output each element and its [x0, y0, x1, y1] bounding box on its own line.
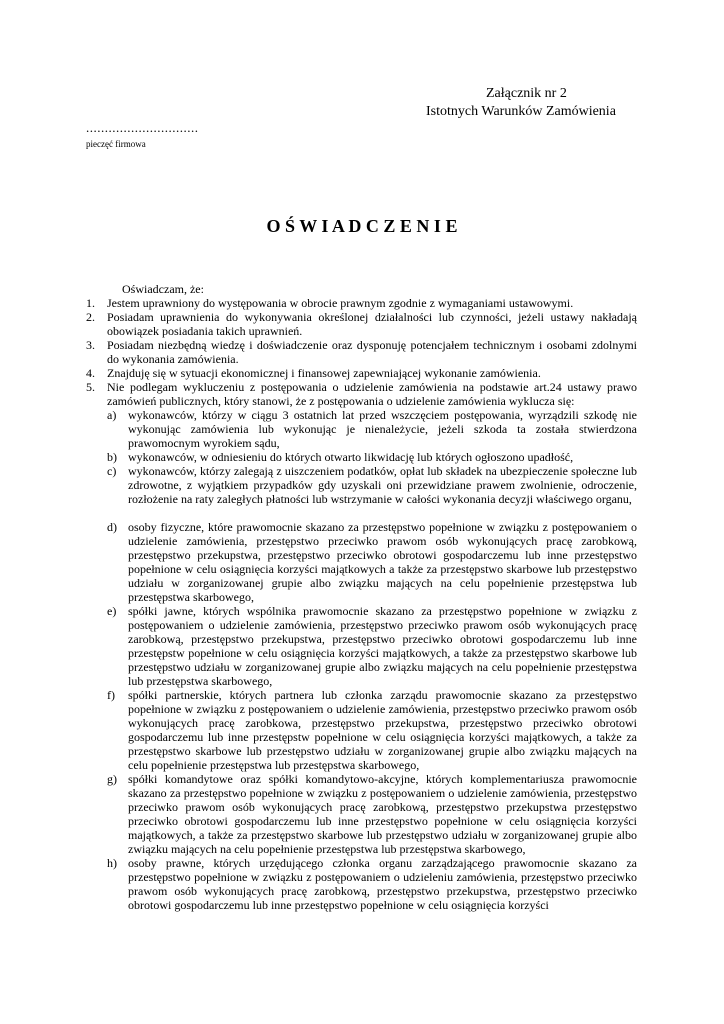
item-text: Posiadam niezbędną wiedzę i doświadczenie oraz dysponuję potencjałem technicznym i osobami zdolnymi do wykonania zamówienia.	[107, 338, 637, 366]
stamp-label: pieczęć firmowa	[86, 139, 146, 149]
sub-item-text: spółki komandytowe oraz spółki komandytowo-akcyjne, których komplementariusza prawomocnie skazano za przestępstwo popełnione w związku z postępowaniem o udzielenie zamówienia, przestępstwo przeciwko prawom osób wykonujących pracę zarobkową, przestępstwo przekupstwa przestępstwo przeciwko obrotowi gospodarczemu lub inne przestępstwo popełnione w celu osiągnięcia korzyści majątkowych, a także za przestępstwo skarbowe lub przestępstwo udziału w zorganizowanej grupie albo związku mających na celu popełnienie przestępstwa lub przestępstwa skarbowego,	[128, 772, 637, 856]
item-number: 3.	[86, 338, 95, 352]
item-text: Jestem uprawniony do występowania w obrocie prawnym zgodnie z wymaganiami ustawowymi.	[107, 296, 574, 310]
sub-item-letter: e)	[107, 604, 117, 618]
intro-text: Oświadczam, że:	[122, 282, 204, 296]
sub-item-text: spółki partnerskie, których partnera lub członka zarządu prawomocnie skazano za przestępstwo popełnione w związku z postępowaniem o udzielenie zamówienia, przestępstwo przeciwko prawom osób wykonujących pracę zarobkowa, przestępstwo przekupstwa, przestępstwo przeciwko obrotowi gospodarczemu lub inne przestępstw popełnione w celu osiągnięcia korzyści majątkowych, a także za przestępstwo skarbowe lub przestępstwo udziału w zorganizowanej grupie albo związku mających na celu popełnienie przestępstwa lub przestępstwa skarbowego,	[128, 688, 637, 772]
item-number: 2.	[86, 310, 95, 324]
attachment-number: Załącznik nr 2	[486, 86, 567, 101]
sub-item-letter: a)	[107, 408, 117, 422]
sub-item-text: wykonawców, w odniesieniu do których otwarto likwidację lub których ogłoszono upadłość,	[128, 450, 574, 464]
item-number: 1.	[86, 296, 95, 310]
sub-item-letter: b)	[107, 450, 117, 464]
sub-item-text: wykonawców, którzy w ciągu 3 ostatnich lat przed wszczęciem postępowania, wyrządzili szkodę nie wykonując zamówienia lub wykonując je nienależycie, jeżeli szkoda ta została stwierdzona prawomocnym wyrokiem sądu,	[128, 408, 637, 450]
sub-item-letter: f)	[107, 688, 115, 702]
item-number: 5.	[86, 380, 95, 394]
item-number: 4.	[86, 366, 95, 380]
sub-item-letter: c)	[107, 464, 117, 478]
sub-item-letter: d)	[107, 520, 117, 534]
item-text: Posiadam uprawnienia do wykonywania określonej działalności lub czynności, jeżeli ustawy nakładają obowiązek posiadania takich uprawnień.	[107, 310, 637, 338]
item-text: Nie podlegam wykluczeniu z postępowania o udzielenie zamówienia na podstawie art.24 ustawy prawo zamówień publicznych, który stanowi, że z postępowania o udzielenie zamówienia wyklucza się:	[107, 380, 637, 408]
sub-item-letter: h)	[107, 856, 117, 870]
sub-item-letter: g)	[107, 772, 117, 786]
sub-item-text: wykonawców, którzy zalegają z uiszczeniem podatków, opłat lub składek na ubezpieczenie społeczne lub zdrowotne, z wyjątkiem przypadków gdy uzyskali oni przewidziane prawem zwolnienie, odroczenie, rozłożenie na raty zaległych płatności lub wstrzymanie w całości wykonania decyzji właściwego organu,	[128, 464, 637, 506]
document-title: O Ś W I A D C Z E N I E	[266, 216, 458, 236]
sub-item-text: spółki jawne, których wspólnika prawomocnie skazano za przestępstwo popełnione w związku z postępowaniem o udzielenie zamówienia, przestępstwo przeciwko prawom osób wykonujących pracę zarobkową, przestępstwo przekupstwa, przestępstwo przeciwko obrotowi gospodarczemu lub inne przestępstw popełnione w celu osiągnięcia korzyści majątkowych, a także za przestępstwo skarbowe lub przestępstwo udziału w zorganizowanej grupie albo związku mających na celu popełnienie przestępstwa lub przestępstwa skarbowego,	[128, 604, 637, 688]
item-text: Znajduję się w sytuacji ekonomicznej i finansowej zapewniającej wykonanie zamówienia.	[107, 366, 541, 380]
attachment-subtitle: Istotnych Warunków Zamówienia	[426, 104, 616, 119]
sub-item-text: osoby prawne, których urzędującego członka organu zarządzającego prawomocnie skazano za przestępstwo popełnione w związku z postępowaniem o udzieleniu zamówienia, przestępstwo przeciwko prawom osób wykonujących pracę zarobkową, przestępstwo przekupstwa, przestępstwo przeciwko obrotowi gospodarczemu lub inne przestępstwo popełnione w celu osiągnięcia korzyści	[128, 856, 637, 912]
sub-item-text: osoby fizyczne, które prawomocnie skazano za przestępstwo popełnione w związku z postępowaniem o udzielenie zamówienia, przestępstwo przeciwko prawom osób wykonujących pracę zarobkową, przestępstwo przekupstwa, przestępstwo przeciwko obrotowi gospodarczemu lub inne przestępstwo popełnione w celu osiągnięcia korzyści majątkowych a także za przestępstwo skarbowe lub przestępstwo udziału w zorganizowanej grupie albo związku mających na celu popełnienie przestępstwa lub przestępstwa skarbowego,	[128, 520, 637, 604]
stamp-dots: ..............................	[86, 120, 199, 135]
